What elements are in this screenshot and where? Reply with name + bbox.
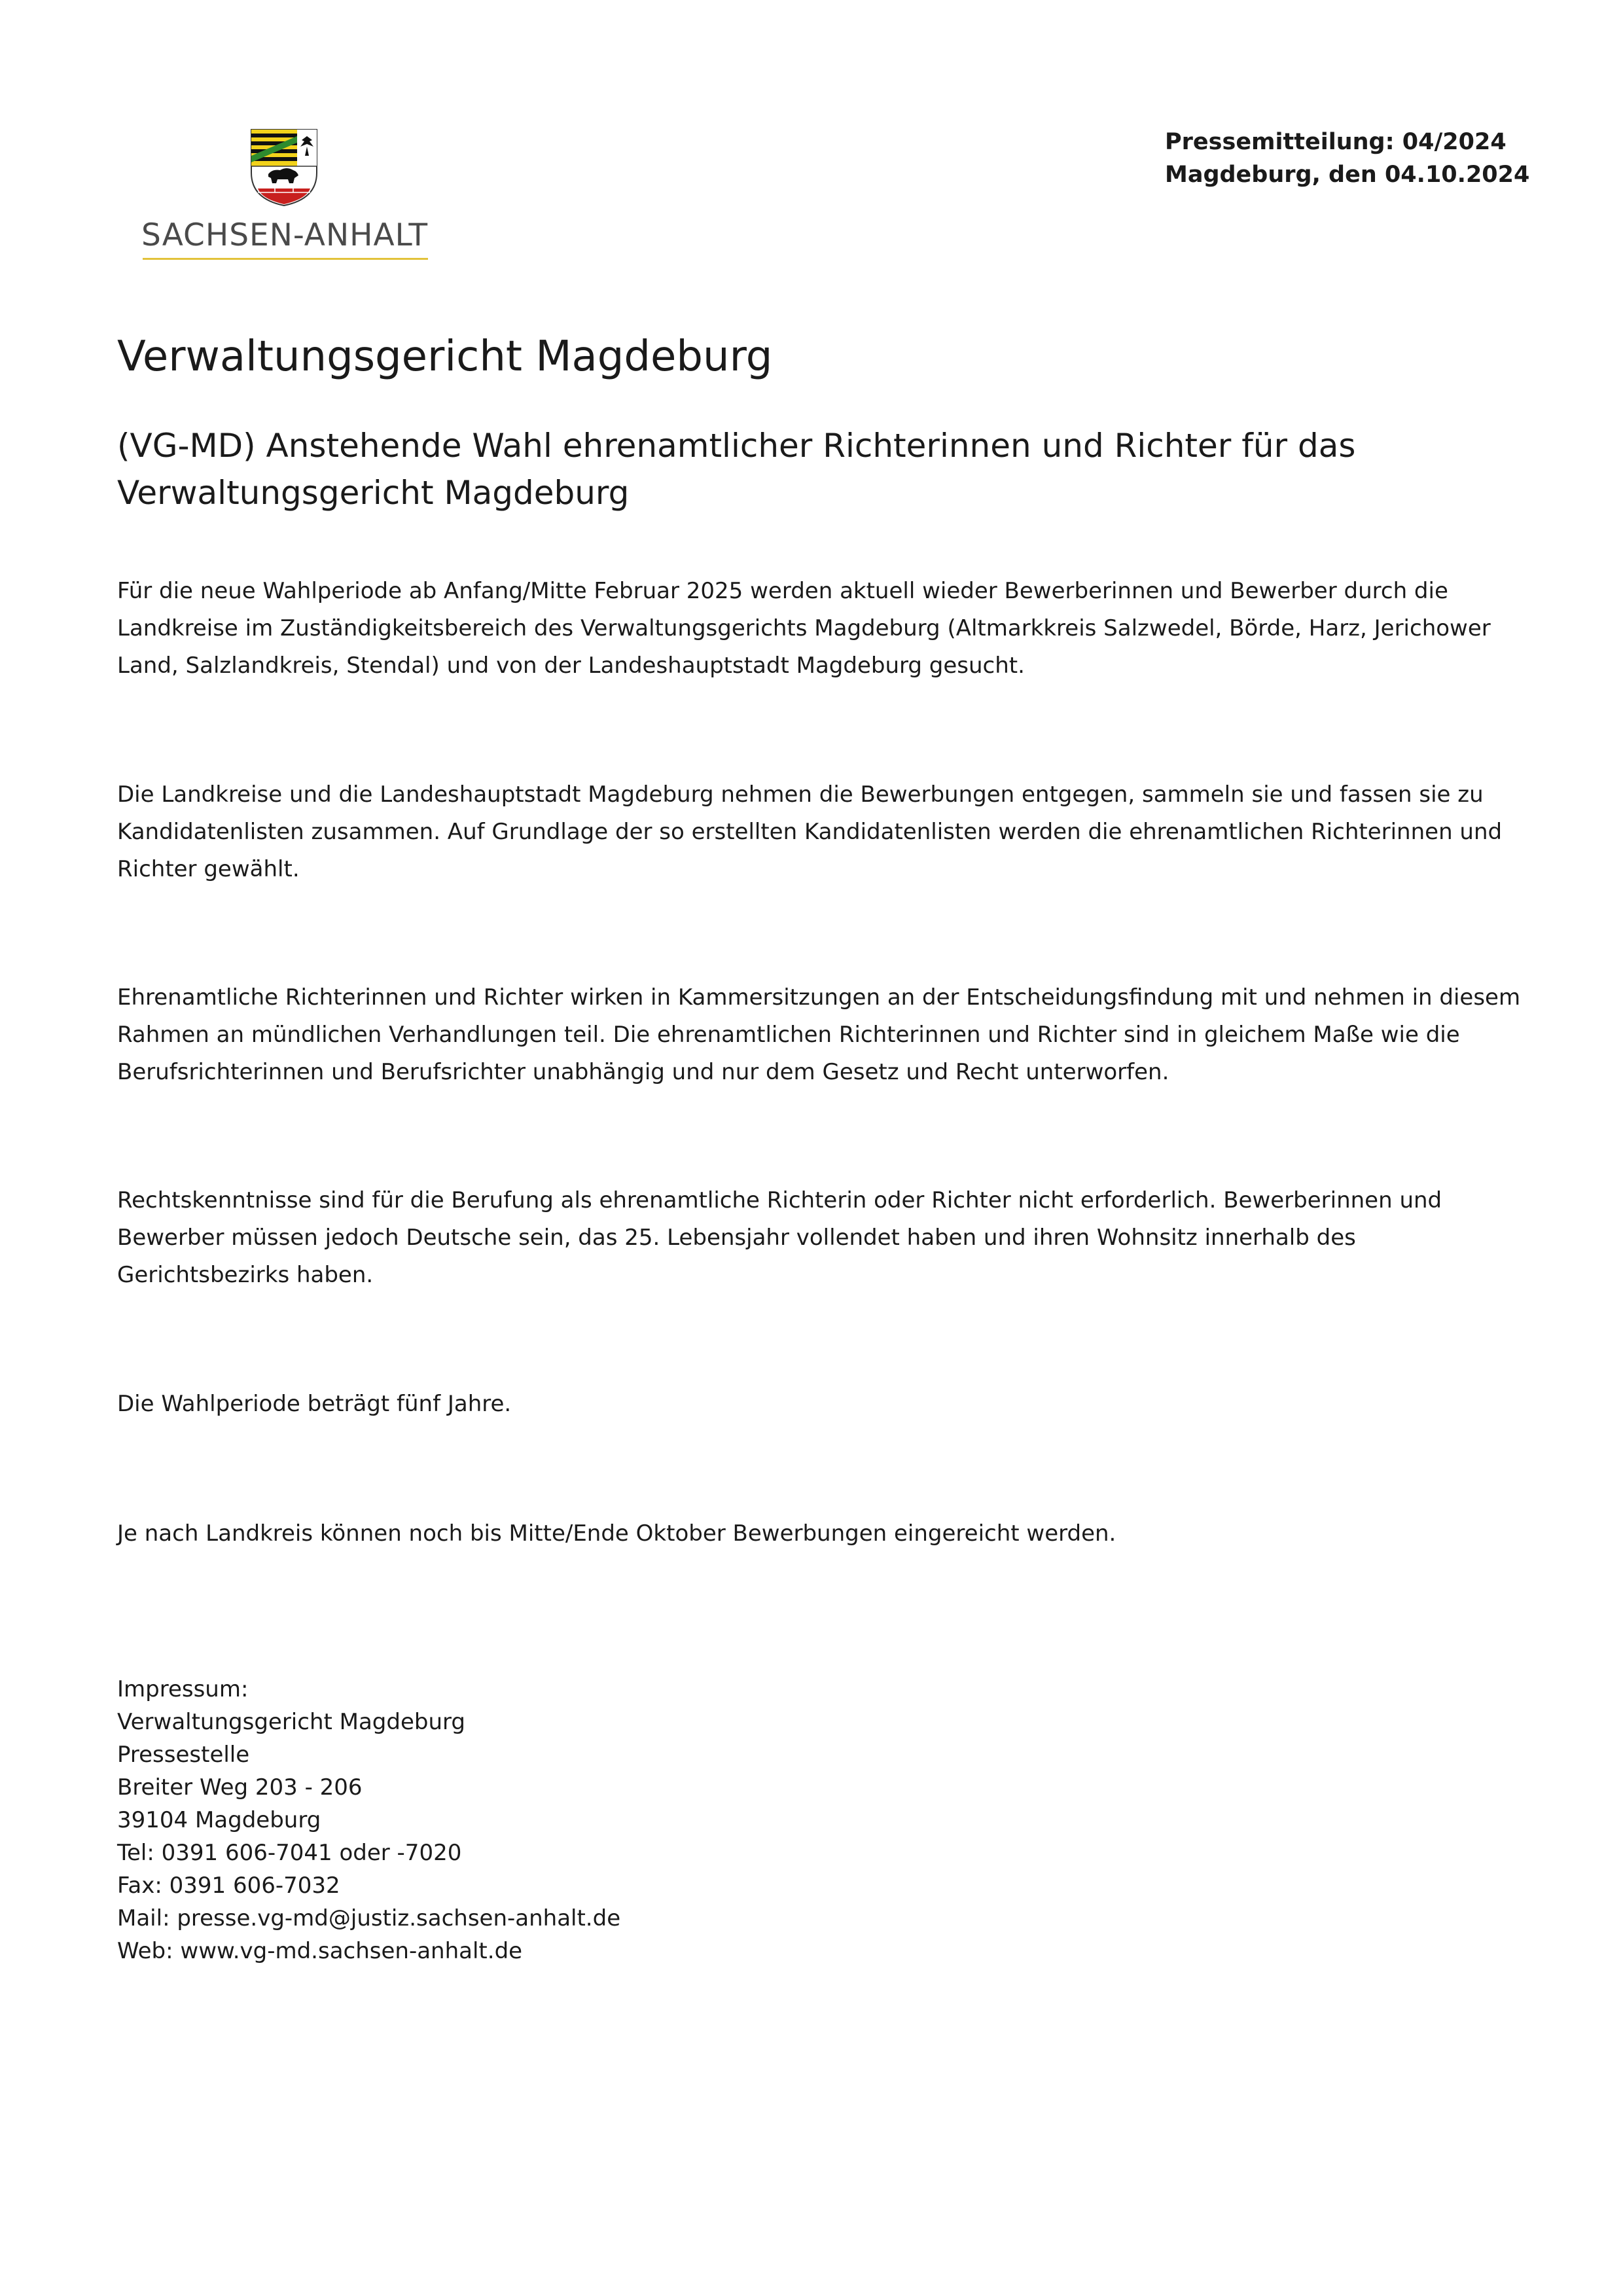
imprint-fax: Fax: 0391 606-7032 bbox=[117, 1873, 340, 1899]
body-paragraph-1: Für die neue Wahlperiode ab Anfang/Mitte Februar 2025 werden aktuell wieder Bewerberinnen und Bewerber durch die Landkreise im Zuständigkeitsbereich des Verwaltungsgerichts Magdeburg (Altmarkkreis Salzwedel, Börde, Harz, Jerichower Land, Salzlandkreis, Stendal) und von der Landeshauptstadt Magdeburg gesucht. bbox=[117, 578, 1491, 679]
coat-of-arms-icon bbox=[249, 127, 319, 207]
imprint-phone: Tel: 0391 606-7041 oder -7020 bbox=[117, 1840, 462, 1866]
press-info bbox=[1165, 126, 1529, 191]
imprint-web: Web: www.vg-md.sachsen-anhalt.de bbox=[117, 1938, 523, 1964]
press-release-date: Magdeburg, den 04.10.2024 bbox=[1165, 162, 1530, 188]
body-paragraph-3: Ehrenamtliche Richterinnen und Richter wirken in Kammersitzungen an der Entscheidungsfindung mit und nehmen in diesem Rahmen an mündlichen Verhandlungen teil. Die ehrenamtlichen Richterinnen und Richter sind in gleichem Maße wie die Berufsrichterinnen und Berufsrichter unabhängig und nur dem Gesetz und Recht unterworfen. bbox=[117, 984, 1521, 1085]
logo-underline bbox=[143, 258, 428, 260]
imprint-court: Verwaltungsgericht Magdeburg bbox=[117, 1709, 465, 1735]
press-release-number: Pressemitteilung: 04/2024 bbox=[1165, 129, 1507, 155]
page-subtitle: (VG-MD) Anstehende Wahl ehrenamtlicher Richterinnen und Richter für das Verwaltungsgericht Magdeburg bbox=[117, 427, 1356, 512]
body-paragraph-5: Die Wahlperiode beträgt fünf Jahre. bbox=[117, 1391, 512, 1417]
imprint-heading: Impressum: bbox=[117, 1676, 249, 1702]
imprint-mail: Mail: presse.vg-md@justiz.sachsen-anhalt.de bbox=[117, 1905, 621, 1931]
imprint-department: Pressestelle bbox=[117, 1742, 250, 1768]
body-paragraph-4: Rechtskenntnisse sind für die Berufung als ehrenamtliche Richterin oder Richter nicht erforderlich. Bewerberinnen und Bewerber müssen jedoch Deutsche sein, das 25. Lebensjahr vollendet haben und ihren Wohnsitz innerhalb des Gerichtsbezirks haben. bbox=[117, 1187, 1442, 1288]
imprint-block bbox=[117, 1673, 620, 1967]
imprint-street: Breiter Weg 203 - 206 bbox=[117, 1774, 363, 1801]
imprint-city: 39104 Magdeburg bbox=[117, 1807, 321, 1833]
body-paragraph-2: Die Landkreise und die Landeshauptstadt Magdeburg nehmen die Bewerbungen entgegen, sammeln sie und fassen sie zu Kandidatenlisten zusammen. Auf Grundlage der so erstellten Kandidatenlisten werden die ehrenamtlichen Richterinnen und Richter gewählt. bbox=[117, 781, 1503, 882]
logo-wordmark: SACHSEN-ANHALT bbox=[141, 217, 429, 253]
sachsen-anhalt-logo bbox=[141, 127, 429, 264]
page-title: Verwaltungsgericht Magdeburg bbox=[117, 332, 773, 381]
body-paragraph-6: Je nach Landkreis können noch bis Mitte/Ende Oktober Bewerbungen eingereicht werden. bbox=[117, 1520, 1116, 1547]
